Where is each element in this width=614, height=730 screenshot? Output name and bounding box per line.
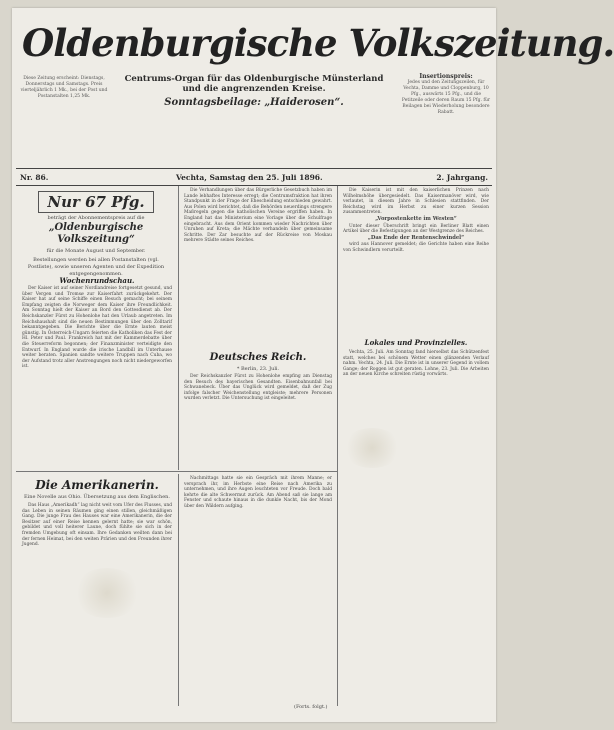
insertion-price-text: Jedes und den Zeitungszeilen, für Vechta, Damme und Cloppenburg, 10 Pfg., auswärts 15 Pfg., und die Petitzeile oder deren Raum 15 Pfg. für Beilagen bei Wiederholung besondere Rabatt.	[401, 80, 491, 115]
subtitle-block	[116, 74, 392, 109]
subscription-price: Nur 67 Pfg.	[38, 191, 153, 213]
issue-number: Nr. 86.	[20, 173, 49, 182]
subtitle-line-1: Centrums-Organ für das Oldenburgische Münsterland	[124, 74, 384, 84]
right-column-text	[343, 188, 489, 328]
header-rule-bottom	[16, 185, 492, 186]
right-column-paragraph: Die Kaiserin ist mit den kaiserlichen Prinzen nach Wilhelmshöhe übergesiedelt. Das Kaisermanöver wird, wie verlautet, in diesem Jahre in Schlesien stattfinden. Der Reichstag wird im Herbst zu einer kurzen Session zusammentreten.	[343, 188, 489, 216]
subscription-notice	[26, 191, 166, 278]
publication-note: Diese Zeitung erscheint: Dienstags, Donnerstags und Samstags. Preis vierteljährlich 1 Mk., bei der Post und Postanstalten 1,25 Mk.	[20, 76, 108, 99]
deutsches-reich-heading: Deutsches Reich.	[209, 352, 307, 363]
newspaper-page	[12, 8, 614, 722]
novel-subtitle: Eine Novelle aus Ohio. Übersetzung aus dem Englischen.	[24, 494, 170, 500]
subscription-line-2: für die Monate August und September.	[46, 248, 146, 254]
subscription-line-3: Bestellungen werden bei allen Postanstalten (vgl. Postliste), sowie unseren Agenten und der Expedition entgegengenommen.	[27, 257, 165, 277]
middle-paragraph: Die Verhandlungen über das Bürgerliche Gesetzbuch haben im Lande lebhaftes Interesse erregt; die Centrumsfraktion hat ihren Standpunkt in der Frage der Ehescheidung entschieden gewahrt. Aus Polen wird berichtet, daß die Behörden neuerdings strengere Maßregeln gegen die katholischen Vereine ergriffen haben. In England hat das Ministerium eine Vorlage über die Schulfrage eingebracht. Aus dem Orient kommen wieder Nachrichten über Unruhen auf Kreta; die Mächte verhandeln über gemeinsame Schritte. Der Zar besuchte auf der Rückreise von Moskau mehrere Städte seines Reiches.	[184, 188, 332, 244]
wochenrundschau-paragraph: Der Kaiser ist auf seiner Nordlandreise fortgesetzt gesund, und über Vergen und Tromsø zur Kaiserfahrt zurückgekehrt. Der Kaiser hat auf seine Schiffe einen Besuch gemacht; bei seinem Empfang zeigten die Norweger dem Kaiser ihre Freundlichkeit. Am Sonntag hielt der Kaiser an Bord den Gottesdienst ab. Der Reichskanzler Fürst zu Hohenlohe hat den Urlaub angetreten. Im Reichshaushalt sind die neuen Bestimmungen über den Zolltarif bekanntgegeben. Die Berichte über die Ernte lauten meist günstig. In Österreich-Ungarn feierten die Katholiken das Fest der Hl. Peter und Paul. Frankreich hat mit der Kammerdebatte über die Steuerreform begonnen; der Finanzminister verteidigte den Entwurf. In England wurde die irische Landbill im Unterhause weiter beraten. Spanien sandte weitere Truppen nach Cuba, wo der Aufstand trotz aller Anstrengungen noch nicht niedergeworfen ist.	[22, 286, 172, 370]
insertion-price-heading: Insertionspreis:	[419, 73, 473, 80]
wochenrundschau-heading: Wochenrundschau.	[59, 276, 135, 285]
continued-note: (Forts. folgt.)	[294, 704, 328, 710]
wochenrundschau-text	[22, 286, 172, 466]
subtitle-line-2: und die angrenzenden Kreise.	[182, 84, 326, 94]
novel-continuation-paragraph: Nachmittags hatte sie ein Gespräch mit ihrem Manne; er versprach ihr, im Herbste eine Reise nach Amerika zu unternehmen, und ihre Augen leuchteten vor Freude. Doch bald kehrte die alte Schwermut zurück. Am Abend saß sie lange am Fenster und schaute hinaus in die dunkle Nacht, bis der Mond über den Wäldern aufging.	[184, 476, 332, 509]
novel-text	[22, 503, 172, 703]
supplement-title: Sonntagsbeilage: „Haiderosen“.	[164, 97, 344, 108]
deutsches-reich-text	[184, 374, 332, 468]
right-block-3-text: wird aus Hannover gemeldet; die Gerichte haben eine Reihe von Schwindlern verurteilt.	[343, 242, 489, 253]
right-block-3-heading: „Das Ende der Rentenschwindel“	[367, 234, 465, 241]
novel-continuation-text	[184, 476, 332, 696]
issue-date: Vechta, Samstag den 25. Juli 1896.	[176, 173, 323, 182]
header-rule-top	[16, 168, 492, 169]
column-divider	[178, 186, 179, 470]
masthead-title: Oldenburgische Volkszeitung.	[22, 21, 614, 65]
right-block-2-heading: „Vorpostenkette im Westen“	[375, 215, 457, 222]
issue-year: 2. Jahrgang.	[436, 173, 488, 182]
deutsches-reich-dateline: * Berlin, 23. Juli.	[236, 366, 280, 372]
middle-column-text	[184, 188, 332, 338]
issue-bar	[16, 172, 492, 184]
novel-heading: Die Amerikanerin.	[35, 478, 159, 492]
right-block-2-text: Unter dieser Überschrift bringt ein Berliner Blatt einen Artikel über die Befestigungen an der Westgrenze des Reiches.	[343, 223, 489, 235]
novel-paragraph: Das Haus „Amerikadh“ lag nicht weit vom Ufer des Flusses, und das Leben in seinen Räumen ging einen stillen, gleichmäßigen Gang. Die junge Frau des Hauses war eine Amerikanerin, die der Besitzer auf einer Reise kennen gelernt hatte; sie war schön, gebildet und voll heiterer Laune, doch fühlte sie sich in der fremden Umgebung oft einsam. Ihre Gedanken weilten dann bei der fernen Heimat, bei den weiten Prärien und den Freunden ihrer Jugend.	[22, 503, 172, 548]
lokales-heading: Lokales und Provinzielles.	[364, 338, 468, 347]
column-divider	[178, 474, 179, 706]
feuilleton-rule	[16, 471, 337, 472]
insertion-price-note	[400, 74, 492, 116]
lokales-text	[343, 350, 489, 690]
deutsches-reich-paragraph: Der Reichskanzler Fürst zu Hohenlohe empfing am Dienstag den Besuch des bayerischen Gesandten. Eisenbahnunfall bei Schwanebeck. Über das Unglück wird gemeldet, daß der Zug infolge falscher Weichenstellung entgleiste; mehrere Personen wurden verletzt. Die Untersuchung ist eingeleitet.	[184, 374, 332, 402]
subscription-line-1: beträgt der Abonnementspreis auf die	[47, 215, 145, 221]
lokales-paragraph: Vechta, 25. Juli. Am Sonntag fand hierselbst das Schützenfest statt, welches bei schönem Wetter einen glänzenden Verlauf nahm. Vechta, 24. Juli. Die Ernte ist in unserer Gegend in vollem Gange; der Roggen ist gut geraten. Lohne, 23. Juli. Die Arbeiten an der neuen Kirche schreiten rüstig vorwärts.	[343, 350, 489, 378]
subscription-paper-name: „Oldenburgische Volkszeitung“	[48, 222, 144, 245]
column-divider	[337, 186, 338, 706]
